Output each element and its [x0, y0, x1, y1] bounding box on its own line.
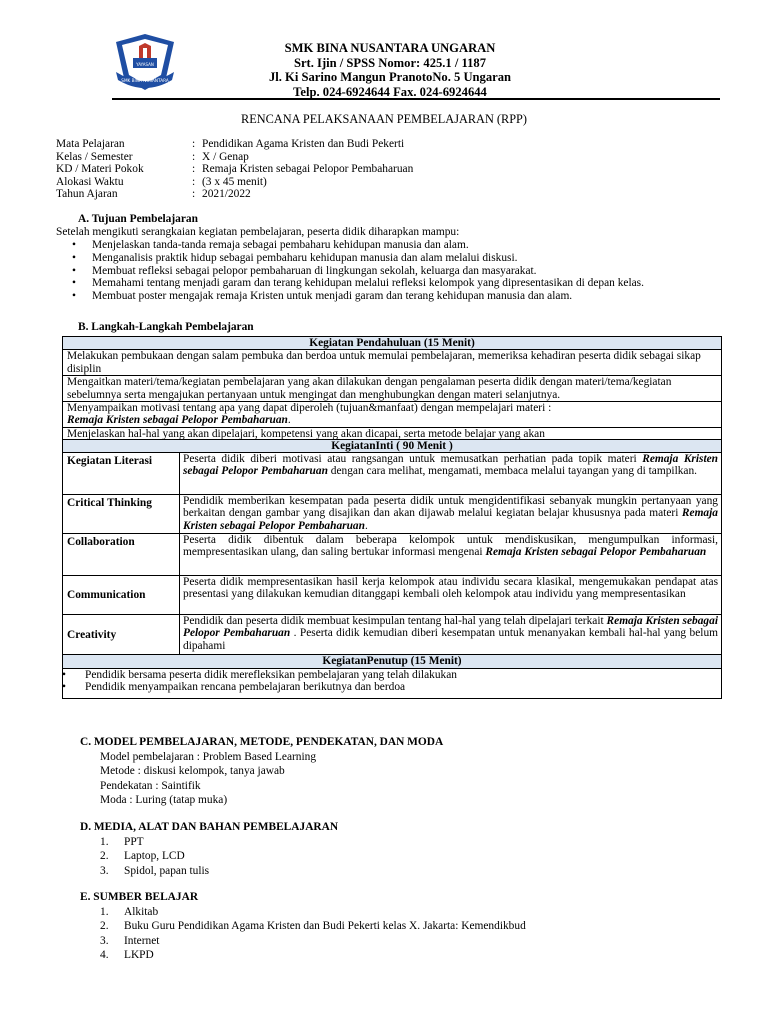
list-item: 3. Internet [100, 934, 160, 947]
objective-list [70, 239, 700, 303]
inti-row [63, 453, 721, 495]
inti-row [63, 615, 721, 655]
section-a-heading: A. Tujuan Pembelajaran [78, 213, 198, 225]
svg-text:YAYASAN: YAYASAN [136, 62, 154, 67]
pendahuluan-text: Menyampaikan motivasi tentang apa yang dapat diperoleh (tujuan&manfaat) dengan mempelajari materi : [67, 402, 552, 415]
letterhead [190, 41, 590, 99]
list-item: 1. PPT [100, 836, 144, 848]
school-address: Jl. Ki Sarino Mangun PranotoNo. 5 Ungaran [268, 70, 512, 84]
inti-label: Communication [63, 576, 180, 614]
list-item: 2. Laptop, LCD [100, 850, 185, 863]
inti-label: Collaboration [63, 534, 180, 575]
inti-value: Pendidik dan peserta didik membuat kesimpulan tentang hal-hal yang telah dipelajari terkait Remaja Kristen sebagai Pelopor Pembaharuan . Peserta didik kemudian diberi kesempatan untuk menanyakan kembali hal-hal yang belum dipahami [183, 615, 718, 652]
meta-key: Alokasi Waktu [56, 175, 124, 188]
inti-row [63, 534, 721, 576]
pendahuluan-row [63, 402, 721, 428]
pendahuluan-text: . [287, 414, 291, 427]
list-item: • Menjelaskan tanda-tanda remaja sebagai pembaharu kehidupan manusia dan alam. [70, 239, 700, 252]
letterhead-divider [112, 98, 720, 100]
meta-key: Tahun Ajaran [56, 188, 118, 201]
pendahuluan-row: Menjelaskan hal-hal yang akan dipelajari, kompetensi yang akan dicapai, serta metode belajar yang akan [63, 428, 721, 440]
inti-row [63, 495, 721, 534]
source-list [100, 905, 526, 963]
model-list [100, 750, 316, 808]
list-item: • Memahami tentang menjadi garam dan terang kehidupan melalui refleksi kelompok yang dipresentasikan di depan kelas. [70, 277, 700, 290]
pendahuluan-row: Mengaitkan materi/tema/kegiatan pembelajaran yang akan dilakukan dengan pengalaman peserta didik dengan materi/tema/kegiatan sebelumnya serta mengajukan pertanyaan untuk mengingat dan menghubungkan dengan materi selanjutnya. [63, 376, 721, 402]
model-line: Moda : Luring (tatap muka) [100, 794, 228, 807]
list-item: 4. LKPD [100, 949, 154, 962]
meta-value: (3 x 45 menit) [202, 175, 267, 188]
svg-text:SMK BINA NUSANTARA: SMK BINA NUSANTARA [121, 78, 169, 83]
meta-key: KD / Materi Pokok [56, 163, 144, 176]
list-item: • Pendidik menyampaikan rencana pembelajaran berikutnya dan berdoa [63, 681, 721, 693]
model-line: Metode : diskusi kelompok, tanya jawab [100, 765, 285, 778]
list-item: 1. Alkitab [100, 906, 159, 918]
section-e-heading: E. SUMBER BELAJAR [80, 891, 199, 903]
meta-row: Tahun Ajaran : 2021/2022 [56, 188, 251, 201]
inti-value: Peserta didik diberi motivasi atau rangsangan untuk memusatkan perhatian pada topik materi Remaja Kristen sebagai Pelopor Pembaharuan dengan cara melihat, mengamati, membaca melalui tayangan yang di tampilkan. [183, 453, 718, 478]
model-line: Model pembelajaran : Problem Based Learning [100, 751, 317, 763]
inti-value: Peserta didik dibentuk dalam beberapa kelompok untuk mendiskusikan, mengumpulkan informasi, mempresentasikan ulang, dan saling bertukar informasi mengenai Remaja Kristen sebagai Pelopor Pembaharuan [183, 534, 718, 559]
activity-table [62, 336, 722, 699]
inti-header: KegiatanInti ( 90 Menit ) [63, 440, 721, 453]
inti-value: Peserta didik mempresentasikan hasil kerja kelompok atau individu secara klasikal, mengemukakan pendapat atas presentasi yang dilakukan kemudian ditanggapi kembali oleh kelompok atau individu yang mempresentasikan [183, 576, 718, 601]
meta-row: Alokasi Waktu : (3 x 45 menit) [56, 175, 267, 188]
school-phone: Telp. 024-6924644 Fax. 024-6924644 [293, 84, 487, 99]
meta-row: Mata Pelajaran : Pendidikan Agama Kristen dan Budi Pekerti [56, 138, 405, 150]
document-title: RENCANA PELAKSANAAN PEMBELAJARAN (RPP) [241, 112, 527, 126]
section-d-heading: D. MEDIA, ALAT DAN BAHAN PEMBELAJARAN [80, 821, 339, 833]
meta-value: Remaja Kristen sebagai Pelopor Pembaharuan [202, 163, 414, 176]
inti-value: Pendidik memberikan kesempatan pada peserta didik untuk mengidentifikasi sebanyak mungkin pertanyaan yang berkaitan dengan gambar yang disajikan dan akan dijawab melalui kegiatan belajar khususnya pada materi Remaja Kristen sebagai Pelopor Pembaharuan. [183, 495, 718, 532]
inti-label: Kegiatan Literasi [63, 453, 180, 494]
pendahuluan-row: Melakukan pembukaan dengan salam pembuka dan berdoa untuk memulai pembelajaran, memeriksa kehadiran peserta didik sebagai sikap disiplin [63, 350, 721, 376]
meta-value: X / Genap [202, 150, 249, 163]
school-permit: Srt. Ijin / SPSS Nomor: 425.1 / 1187 [293, 55, 487, 70]
pendahuluan-header: Kegiatan Pendahuluan (15 Menit) [63, 337, 721, 350]
section-a-intro: Setelah mengikuti serangkaian kegiatan pembelajaran, peserta didik diharapkan mampu: [56, 226, 460, 238]
list-item: • Membuat refleksi sebagai pelopor pembaharuan di lingkungan sekolah, keluarga dan masyarakat. [70, 265, 700, 278]
list-item: 2. Buku Guru Pendidikan Agama Kristen dan Budi Pekerti kelas X. Jakarta: Kemendikbud [100, 920, 526, 933]
inti-label: Critical Thinking [63, 495, 180, 533]
topic-emphasis: Remaja Kristen sebagai Pelopor Pembaharuan [67, 414, 288, 427]
section-b-heading: B. Langkah-Langkah Pembelajaran [78, 321, 254, 333]
media-list [100, 835, 209, 878]
list-item: • Membuat poster mengajak remaja Kristen untuk menjadi garam dan terang kehidupan manusia dan alam. [70, 290, 700, 303]
model-line: Pendekatan : Saintifik [100, 779, 201, 792]
list-item: • Pendidik bersama peserta didik merefleksikan pembelajaran yang telah dilakukan [63, 669, 721, 681]
inti-row [63, 576, 721, 615]
list-item: • Menganalisis praktik hidup sebagai pembaharu kehidupan manusia dan alam melalui diskusi. [70, 252, 700, 265]
list-item: 3. Spidol, papan tulis [100, 864, 210, 877]
penutup-list [63, 669, 721, 698]
penutup-header: KegiatanPenutup (15 Menit) [63, 655, 721, 668]
meta-key: Mata Pelajaran [56, 138, 125, 150]
school-logo-icon [112, 32, 178, 94]
meta-row: KD / Materi Pokok : Remaja Kristen sebagai Pelopor Pembaharuan [56, 163, 414, 176]
section-c-heading: C. MODEL PEMBELAJARAN, METODE, PENDEKATAN, DAN MODA [80, 736, 444, 748]
inti-label: Creativity [63, 615, 180, 654]
meta-key: Kelas / Semester [56, 150, 133, 163]
meta-table [56, 138, 413, 201]
meta-value: 2021/2022 [202, 188, 251, 201]
meta-value: Pendidikan Agama Kristen dan Budi Pekerti [202, 138, 405, 150]
school-name: SMK BINA NUSANTARA UNGARAN [284, 41, 496, 55]
meta-row: Kelas / Semester : X / Genap [56, 150, 249, 163]
